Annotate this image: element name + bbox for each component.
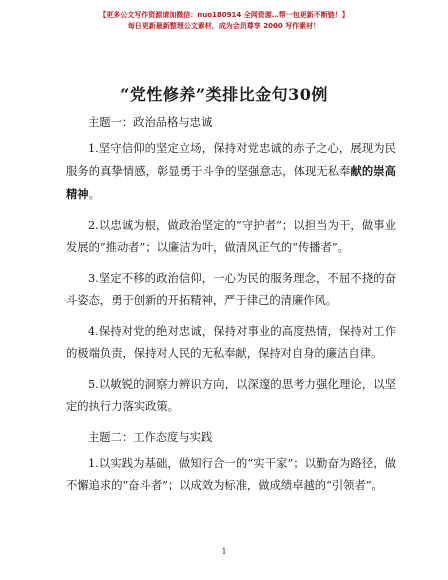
paragraph-1-tail: 。 (88, 188, 100, 201)
banner-line-1: 【更多公文写作资源请加微信：nuo180914 全网资源…帮一包更新不断链！】 (99, 11, 349, 19)
promo-banner (0, 10, 448, 32)
paragraph-4: 4.保持对党的绝对忠诚，保持对事业的高度热情，保持对工作的极端负责，保持对人民的无私奉献，保持对自身的廉洁自律。 (66, 325, 396, 360)
paragraph-2: 2.以忠诚为根，做政治坚定的“守护者”；以担当为干，做事业发展的“推动者”；以廉洁为叶，做清风正气的“传播者”。 (66, 219, 396, 254)
paragraph-5: 5.以敏锐的洞察力辨识方向，以深邃的思考力强化理论，以坚定的执行力落实政策。 (66, 378, 396, 413)
banner-line-2: 每日更新最新整理公文素材，成为会员尊享 2000 写作素材！ (127, 22, 321, 30)
theme-heading-2: 主题二：工作态度与实践 (88, 431, 213, 444)
document-title: “党性修养”类排比金句30例 (120, 85, 328, 104)
paragraph-6: 1.以实践为基础，做知行合一的“实干家”；以勤奋为路径，做不懈追求的“奋斗者”；以成效为标准，做成绩卓越的“引领者”。 (66, 457, 396, 492)
paragraph-1 (66, 138, 396, 206)
paragraph-3: 3.坚定不移的政治信仰，一心为民的服务理念，不屈不挠的奋斗姿态，勇于创新的开拓精神，严于律己的清廉作风。 (66, 272, 396, 307)
document-body (66, 112, 396, 506)
page-number: 1 (221, 547, 227, 556)
theme-heading-1: 主题一：政治品格与忠诚 (88, 116, 213, 129)
paragraph-1-bold: 献的崇高精神 (66, 164, 396, 201)
paragraph-1-text: 1.坚守信仰的坚定立场，保持对党忠诚的赤子之心，展现为民服务的真挚情感，彰显勇于斗争的坚强意志，体现无私奉 (66, 142, 396, 178)
